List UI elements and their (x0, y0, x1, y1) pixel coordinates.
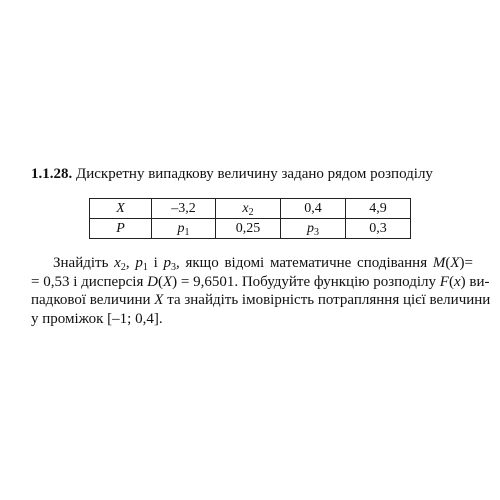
task-text: ) ви- (460, 273, 490, 290)
task-text: )= (459, 255, 473, 271)
cell-x-2 (216, 199, 281, 219)
var-p1: p (135, 255, 143, 271)
task-text: ( (445, 255, 451, 271)
task-line-3 (31, 291, 491, 310)
table-row-x (90, 199, 411, 219)
problem-number: 1.1.28. (31, 166, 73, 182)
task-text: ( (157, 273, 163, 290)
problem-statement: Дискретну випадкову величину задано рядом розподілу (76, 166, 433, 182)
task-paragraph (31, 254, 491, 328)
var-x: x (114, 255, 121, 271)
cell-x-3: 0,4 (281, 199, 346, 219)
task-text: падкової величини (31, 292, 155, 308)
cell-p-1-var: p (177, 221, 185, 236)
task-text: ) = 9,6501. Побудуйте функцію розподілу (172, 273, 440, 290)
cell-p-1 (152, 219, 216, 239)
task-text: Знайдіть (53, 255, 115, 271)
task-text: = 0,53 і дисперсія (31, 273, 148, 290)
cell-x-2-sub: 2 (248, 207, 254, 218)
table-row-p (90, 219, 411, 239)
task-text: , якщо відомі математичне сподівання (176, 255, 433, 271)
cell-x-1: –3,2 (152, 199, 216, 219)
cell-x-4: 4,9 (346, 199, 411, 219)
cell-p-3-var: p (307, 221, 314, 236)
var-X: X (162, 273, 173, 290)
cell-p-3-sub: 3 (314, 227, 319, 238)
task-text: та знайдіть імовірність потрапляння цієї величини (163, 292, 491, 308)
task-line-4: у проміжок [–1; 0,4]. (31, 310, 163, 327)
row-p-label: P (90, 219, 152, 239)
cell-x-2-var: x (242, 201, 249, 216)
var-X: X (450, 255, 460, 271)
var-x-sub: 2 (120, 262, 126, 273)
cell-p-2: 0,25 (216, 219, 281, 239)
var-p3-sub: 3 (171, 262, 176, 273)
distribution-table (89, 198, 411, 239)
var-F: F (439, 273, 449, 290)
cell-p-4: 0,3 (346, 219, 411, 239)
task-line-1 (31, 254, 473, 273)
task-text: і (147, 255, 164, 271)
var-p1-sub: 1 (142, 262, 148, 273)
task-text: , (125, 255, 136, 271)
var-d: D (147, 273, 158, 290)
row-x-label: X (90, 199, 152, 219)
var-p3: p (163, 255, 171, 271)
var-x: x (453, 273, 461, 290)
var-m: M (432, 255, 446, 271)
cell-p-3 (281, 219, 346, 239)
task-line-2 (31, 273, 490, 292)
cell-p-1-sub: 1 (184, 227, 190, 238)
var-X: X (154, 292, 164, 308)
task-text: ( (448, 273, 454, 290)
problem-heading (31, 165, 433, 183)
